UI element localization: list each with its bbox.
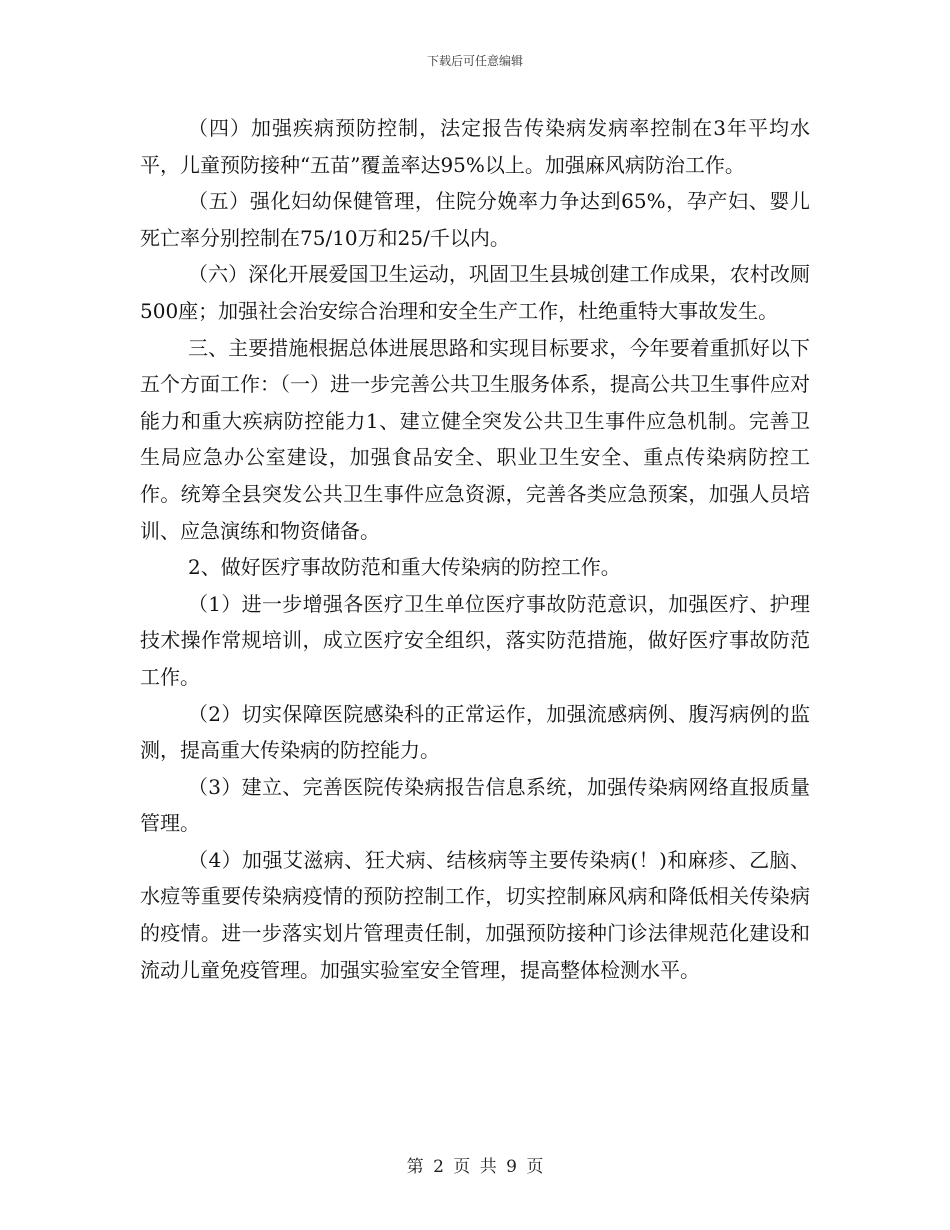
paragraph-maternal-child-health: （五）强化妇幼保健管理，住院分娩率力争达到65%，孕产妇、婴儿死亡率分别控制在75/10万和25/千以内。 [140,189,810,250]
paragraph-accident-prevention: 2、做好医疗事故防范和重大传染病的防控工作。 [188,555,621,580]
paragraph-disease-control: （四）加强疾病预防控制，法定报告传染病发病率控制在3年平均水平，儿童预防接种“五苗”覆盖率达95%以上。加强麻风病防治工作。 [140,116,810,177]
paragraph-patriotic-health: （六）深化开展爱国卫生运动，巩固卫生县城创建工作成果，农村改厕500座；加强社会治安综合治理和安全生产工作，杜绝重特大事故发生。 [140,262,810,323]
paragraph-item-1: （1）进一步增强各医疗卫生单位医疗事故防范意识，加强医疗、护理技术操作常规培训，成立医疗安全组织，落实防范措施，做好医疗事故防范工作。 [140,591,810,689]
paragraph-main-measures: 三、主要措施根据总体进展思路和实现目标要求，今年要着重抓好以下五个方面工作：（一）进一步完善公共卫生服务体系，提高公共卫生事件应对能力和重大疾病防控能力1、建立健全突发公共卫生事件应急机制。完善卫生局应急办公室建设，加强食品安全、职业卫生安全、重点传染病防控工作。统筹全县突发公共卫生事件应急资源，完善各类应急预案，加强人员培训、应急演练和物资储备。 [140,335,810,543]
document-body [140,110,810,988]
page-number: 第 2 页 共 9 页 [406,1157,544,1177]
page-header-note: 下载后可任意编辑 [426,54,523,68]
paragraph-item-3: （3）建立、完善医院传染病报告信息系统，加强传染病网络直报质量管理。 [140,774,810,836]
paragraph-item-2: （2）切实保障医院感染科的正常运作，加强流感病例、腹泻病例的监测，提高重大传染病的防控能力。 [140,701,810,763]
paragraph-item-4: （4）加强艾滋病、狂犬病、结核病等主要传染病(！)和麻疹、乙脑、水痘等重要传染病疫情的预防控制工作，切实控制麻风病和降低相关传染病的疫情。进一步落实划片管理责任制，加强预防接种门诊法律规范化建设和流动儿童免疫管理。加强实验室安全管理，提高整体检测水平。 [140,847,810,982]
